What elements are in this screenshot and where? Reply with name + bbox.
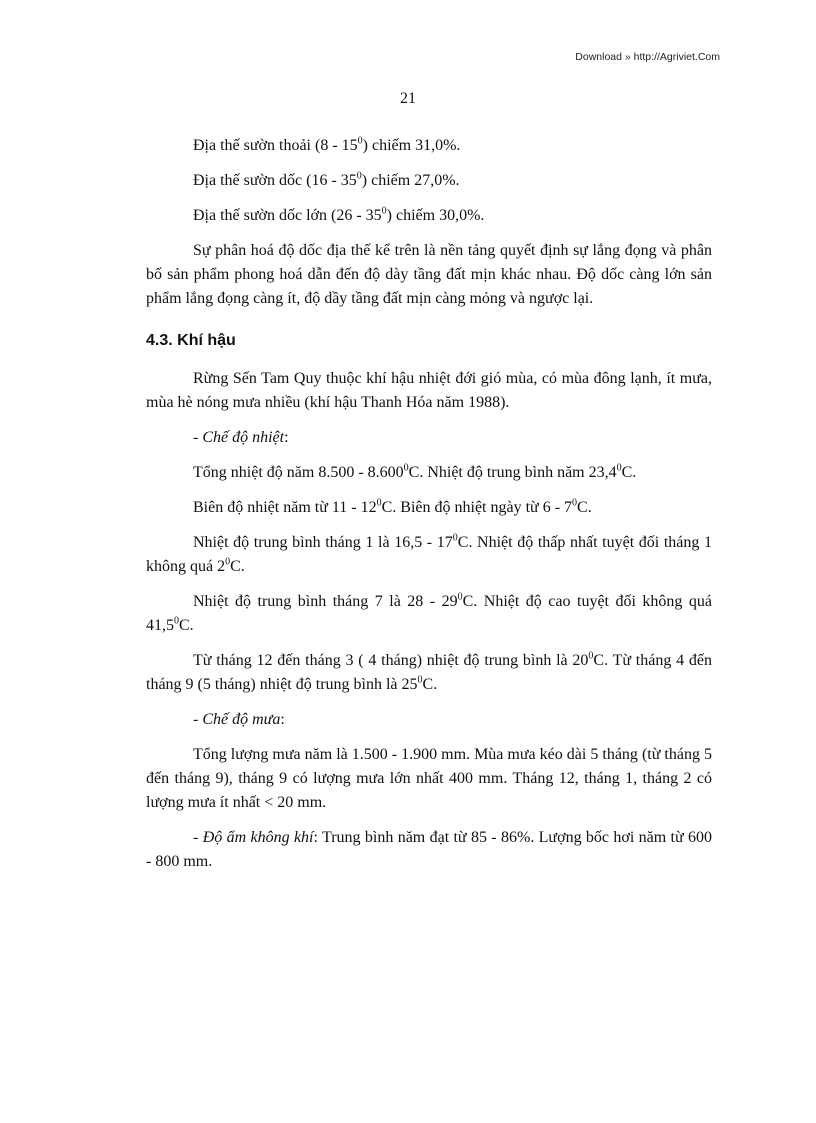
temperature-july-paragraph: Nhiệt độ trung bình tháng 7 là $28 - 29^0C$. Nhiệt độ cao tuyệt đối không quá 41,5$^0$C. bbox=[146, 591, 713, 634]
terrain-steep-line: Địa thế sườn dốc $(16 - 35^0)$ chiếm 27,0%. bbox=[193, 170, 460, 189]
section-heading: 4.3. Khí hậu bbox=[146, 332, 236, 349]
temperature-total-line: Tổng nhiệt độ năm 8.500 - 8.600$^0$C. Nhiệt độ trung bình năm 23,4$^0$C. bbox=[193, 462, 637, 481]
temperature-label: - Chế độ nhiệt: bbox=[193, 429, 289, 446]
page-number: 21 bbox=[400, 90, 416, 107]
temperature-seasons-paragraph: Từ tháng 12 đến tháng 3 ( 4 tháng) nhiệt độ trung bình là $20^0C$. Từ tháng 4 đến tháng 9 (5 tháng) nhiệt độ trung bình là $25^0C$. bbox=[146, 650, 712, 693]
rain-label: - Chế độ mưa: bbox=[193, 711, 285, 728]
humidity-paragraph: - Độ ẩm không khí: Trung bình năm đạt từ 85 - 86%. Lượng bốc hơi năm từ 600 - 800 mm. bbox=[146, 829, 712, 870]
terrain-gentle-line: Địa thế sườn thoải $(8 - 15^0)$ chiếm 31,0%. bbox=[193, 135, 461, 154]
terrain-very-steep-line: Địa thế sườn dốc lớn $(26 - 35^0)$ chiếm 30,0%. bbox=[193, 205, 485, 224]
rain-paragraph: Tổng lượng mưa năm là 1.500 - 1.900 mm. Mùa mưa kéo dài 5 tháng (từ tháng 5 đến tháng 9), tháng 9 có lượng mưa lớn nhất 400 mm. Tháng 12, tháng 1, tháng 2 có lượng mưa ít nhất < 20 mm. bbox=[146, 746, 712, 811]
document-body bbox=[146, 134, 712, 885]
climate-intro-paragraph: Rừng Sến Tam Quy thuộc khí hậu nhiệt đới gió mùa, có mùa đông lạnh, ít mưa, mùa hè nóng mưa nhiều (khí hậu Thanh Hóa năm 1988). bbox=[146, 370, 712, 411]
slope-paragraph: Sự phân hoá độ dốc địa thế kể trên là nền tảng quyết định sự lắng đọng và phân bố sản phẩm phong hoá dẫn đến độ dày tầng đất mịn khác nhau. Độ dốc càng lớn sản phẩm lắng đọng càng ít, độ dầy tầng đất mịn càng mỏng và ngược lại. bbox=[146, 242, 712, 307]
download-link[interactable]: Download » http://Agriviet.Com bbox=[575, 51, 720, 63]
temperature-january-paragraph: Nhiệt độ trung bình tháng 1 là $16,5 - 17^0C$. Nhiệt độ thấp nhất tuyệt đối tháng 1 không quá $2^0C$. bbox=[146, 532, 713, 575]
temperature-amplitude-line: Biên độ nhiệt năm từ $11 - 12^0C$. Biên độ nhiệt ngày từ $6 - 7^0C$. bbox=[193, 497, 592, 516]
